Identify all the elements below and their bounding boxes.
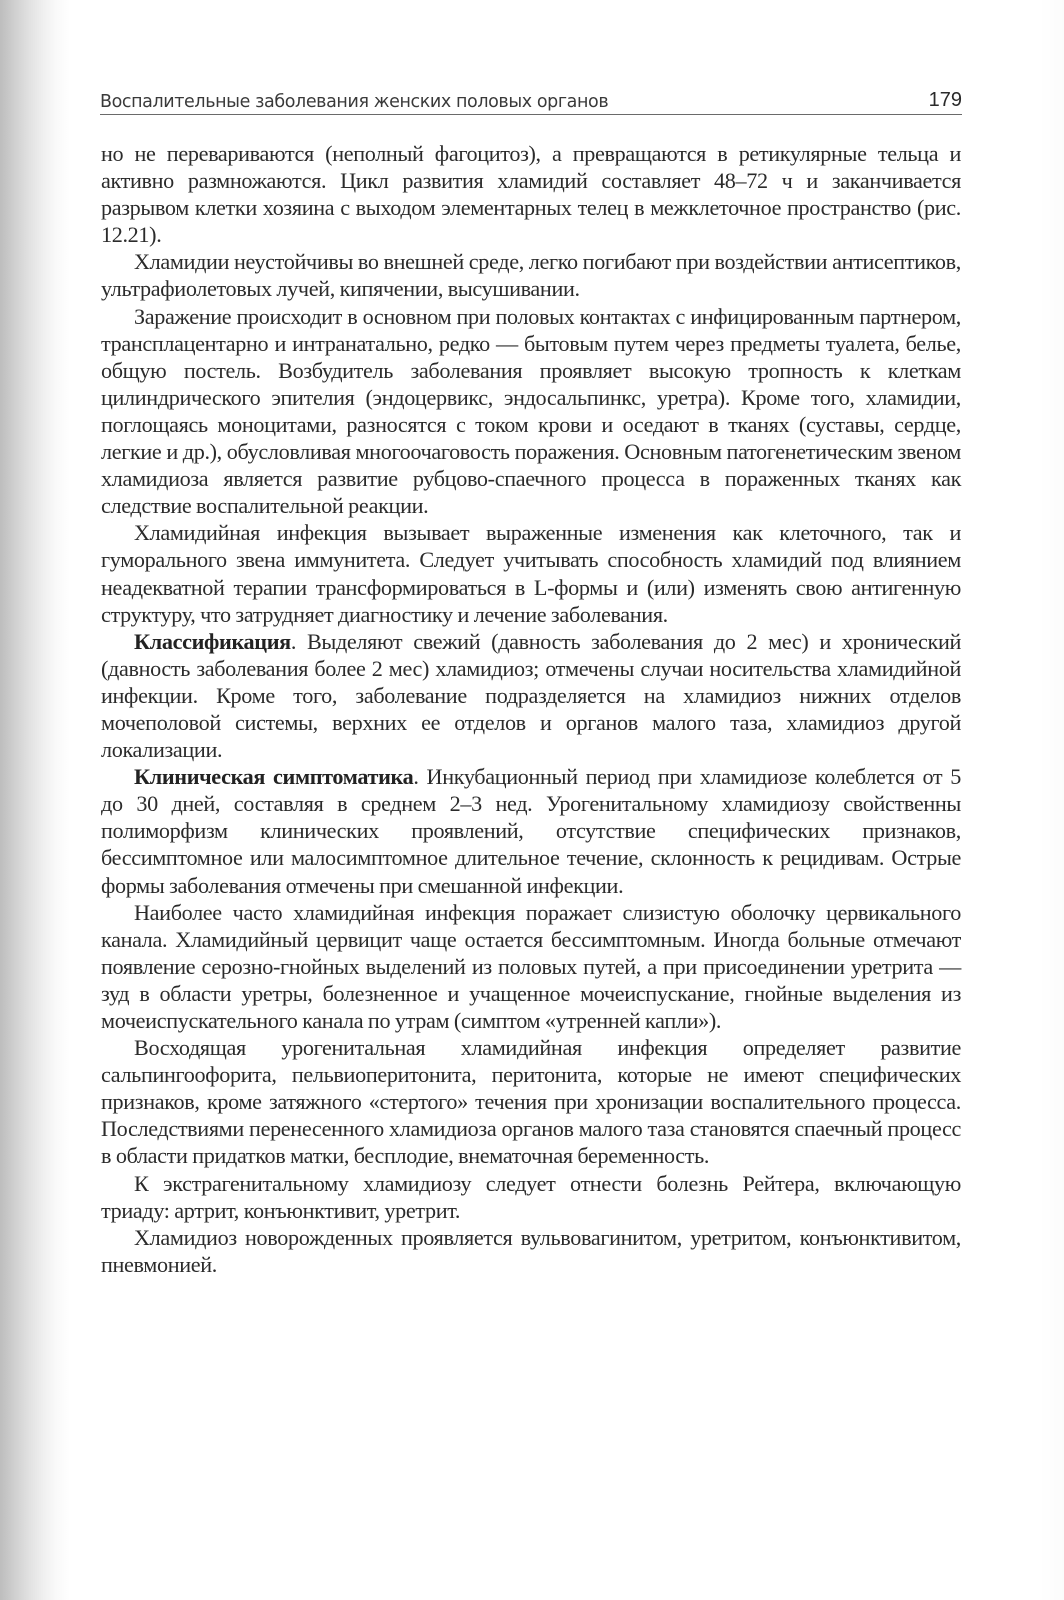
run-in-heading: Клиническая симптоматика: [134, 764, 414, 790]
paragraph: Хламидиоз новорожденных проявляется вульвовагинитом, уретритом, конъюнктивитом, пневмонией.: [101, 1224, 961, 1277]
running-title: Воспалительные заболевания женских половых органов: [100, 92, 609, 112]
paragraph: Хламидии неустойчивы во внешней среде, легко погибают при воздействии антисептиков, ультрафиолетовых лучей, кипячении, высушивании.: [101, 249, 961, 302]
paragraph: К экстрагенитальному хламидиозу следует отнести болезнь Рейтера, включающую триаду: артрит, конъюнктивит, уретрит.: [101, 1170, 961, 1223]
body-text: [101, 140, 961, 1278]
header-rule: [100, 114, 962, 115]
paragraph-continuation: но не перевариваются (неполный фагоцитоз), а превращаются в ретикулярные тельца и активно размножаются. Цикл развития хламидий составляет 48–72 ч и заканчивается разрывом клетки хозяина с выходом элементарных телец в межклеточное пространство (рис. 12.21).: [101, 141, 961, 248]
paragraph: Наиболее часто хламидийная инфекция поражает слизистую оболочку цервикального канала. Хламидийный цервицит чаще остается бессимптомным. Иногда больные отмечают появление серозно-гнойных выделений из половых путей, а при присоединении уретрита — зуд в области уретры, болезненное и учащенное мочеиспускание, гнойные выделения из мочеиспускательного канала по утрам (симптом «утренней капли»).: [101, 899, 961, 1033]
paragraph: Заражение происходит в основном при половых контактах с инфицированным партнером, трансплацентарно и интранатально, редко — бытовым путем через предметы туалета, белье, общую постель. Возбудитель заболевания проявляет высокую тропность к клеткам цилиндрического эпителия (эндоцервикс, эндосальпинкс, уретра). Кроме того, хламидии, поглощаясь моноцитами, разносятся с током крови и оседают в тканях (суставы, сердце, легкие и др.), обусловливая многоочаговость поражения. Основным патогенетическим звеном хламидиоза является развитие рубцово-спаечного процесса в пораженных тканях как следствие воспалительной реакции.: [101, 303, 961, 519]
running-head: [100, 84, 962, 112]
paragraph-classification: Классификация. Выделяют свежий (давность заболевания до 2 мес) и хронический (давность заболевания более 2 мес) хламидиоз; отмечены случаи носительства хламидийной инфекции. Кроме того, заболевание подразделяется на хламидиоз нижних отделов мочеполовой системы, верхних ее отделов и органов малого таза, хламидиоз другой локализации.: [101, 628, 961, 763]
paragraph-clinical-symptoms: Клиническая симптоматика. Инкубационный период при хламидиозе колеблется от 5 до 30 дней, составляя в среднем 2–3 нед. Урогенитальному хламидиозу свойственны полиморфизм клинических проявлений, отсутствие специфических признаков, бессимптомное или малосимптомное длительное течение, склонность к рецидивам. Острые формы заболевания отмечены при смешанной инфекции.: [101, 764, 961, 898]
page-number: 179: [928, 89, 962, 111]
paragraph: Хламидийная инфекция вызывает выраженные изменения как клеточного, так и гуморального звена иммунитета. Следует учитывать способность хламидий под влиянием неадекватной терапии трансформироваться в L-формы и (или) изменять свою антигенную структуру, что затрудняет диагностику и лечение заболевания.: [101, 520, 961, 627]
paragraph: Восходящая урогенитальная хламидийная инфекция определяет развитие сальпингоофорита, пельвиоперитонита, перитонита, которые не имеют специфических признаков, кроме затяжного «стертого» течения при хронизации воспалительного процесса. Последствиями перенесенного хламидиоза органов малого таза становятся спаечный процесс в области придатков матки, бесплодие, внематочная беременность.: [101, 1035, 961, 1169]
run-in-heading: Классификация: [134, 628, 291, 654]
